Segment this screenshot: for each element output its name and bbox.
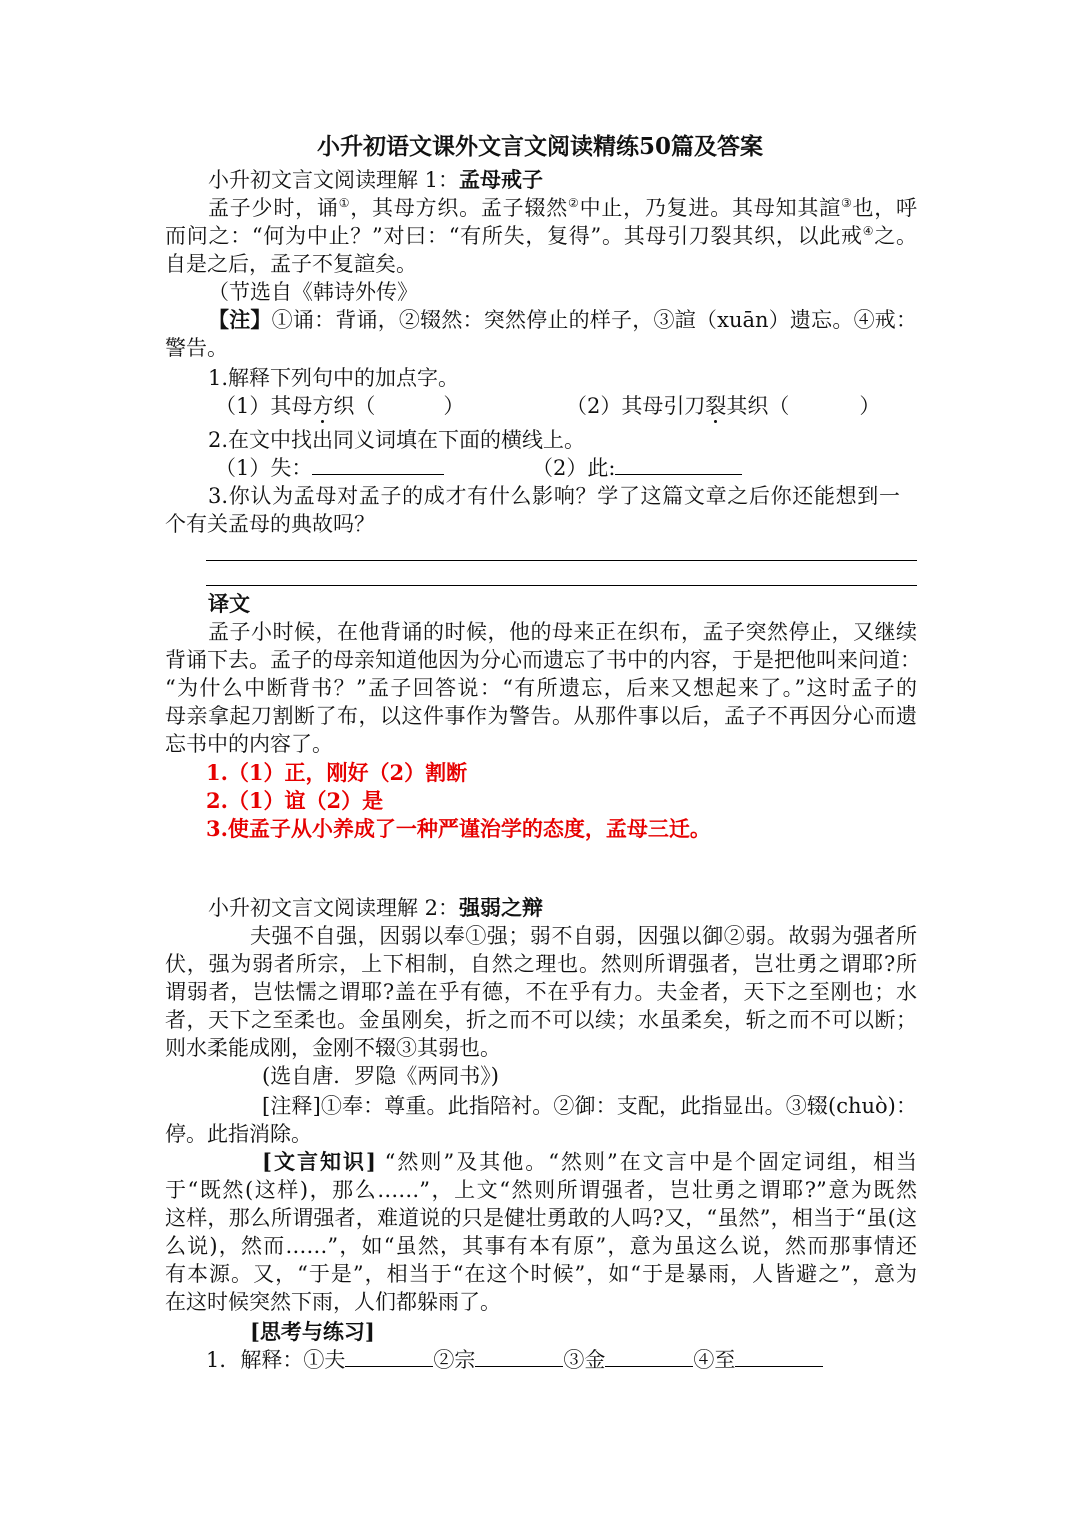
translation-line: 母亲拿起刀割断了布，以这件事作为警告。从那件事以后，孟子不再因分心而遗 <box>165 704 917 728</box>
answer-1: 1.（1）正，刚好（2）割断 <box>206 760 468 785</box>
passage-2-line: 谓弱者，岂怯懦之谓耶?盖在乎有德，不在乎有力。夫金者，天下之至刚也；水 <box>165 980 917 1004</box>
footnote-mark: ③ <box>840 196 853 210</box>
answer-2: 2.（1）谊（2）是 <box>206 788 384 813</box>
translation-line: “为什么中断背书？”孟子回答说：“有所遗忘，后来又想起来了。”这时孟子的 <box>165 676 917 700</box>
text-segment: 而问之：“何为中止？”对曰：“有所失，复得”。其母引刀裂其织，以此戒 <box>165 224 863 248</box>
passage-1-heading <box>208 166 543 194</box>
question-2: 2.在文中找出同义词填在下面的横线上。 <box>208 428 586 452</box>
translation-label: 译文 <box>208 591 250 616</box>
passage-1-note-cont: 警告。 <box>165 336 228 360</box>
question-1-item-2 <box>566 392 880 420</box>
question-2-item-1 <box>215 454 444 482</box>
text-segment: （2）此: <box>532 456 616 480</box>
answer-blank[interactable] <box>312 454 444 475</box>
text-segment: ，其母方织。孟子辍然 <box>350 196 569 220</box>
knowledge-line: 在这时候突然下雨，人们都躲雨了。 <box>165 1290 501 1314</box>
passage-2-heading <box>208 894 543 922</box>
heading-title: 孟母戒子 <box>459 167 544 192</box>
translation-line: 忘书中的内容了。 <box>165 732 333 756</box>
text-segment: ） <box>443 394 465 418</box>
translation-line: 背诵下去。孟子的母亲知道他因为分心而遗忘了书中的内容，于是把他叫来问道： <box>165 648 921 672</box>
knowledge-line: 么说)，然而……”，如“虽然，其事有本有原”，意为虽这么说，然而那事情还 <box>165 1234 917 1258</box>
text-segment: 孟子少时，诵 <box>208 196 339 220</box>
answer-blank[interactable] <box>605 1346 693 1367</box>
passage-1-line-1 <box>208 194 917 222</box>
dotted-char: 方 <box>312 394 334 418</box>
heading-prefix: 小升初文言文阅读理解 2： <box>208 896 460 920</box>
passage-2-note-cont: 停。此指消除。 <box>165 1122 312 1146</box>
knowledge-line <box>262 1148 917 1176</box>
translation-line: 孟子小时候，在他背诵的时候，他的母来正在织布，孟子突然停止，又继续 <box>208 620 917 644</box>
note-text: ①诵：背诵，②辍然：突然停止的样子，③諠（xuān）遗忘。④戒： <box>271 308 917 332</box>
passage-2-note: [注释]①奉：尊重。此指陪衬。②御：支配，此指显出。③辍(chuò)： <box>262 1094 917 1118</box>
text-segment: ④至 <box>693 1348 736 1372</box>
passage-1-line-2 <box>165 222 917 250</box>
text-segment: ） <box>859 394 881 418</box>
heading-prefix: 小升初文言文阅读理解 1： <box>208 168 460 192</box>
question-1-item-1 <box>215 392 464 420</box>
passage-2-line: 夫强不自强，因弱以奉①强；弱不自弱，因强以御②弱。故弱为强者所 <box>250 924 917 948</box>
text-segment: 之。 <box>874 224 917 248</box>
heading-title: 强弱之辩 <box>459 895 544 920</box>
question-2-item-2 <box>532 454 742 482</box>
text-segment: ③金 <box>563 1348 606 1372</box>
question-1: 1.解释下列句中的加点字。 <box>208 366 460 390</box>
answer-line[interactable] <box>206 560 917 561</box>
text-segment: 也，呼 <box>852 196 918 220</box>
knowledge-text: “然则”及其他。“然则”在文言中是个固定词组，相当 <box>384 1150 917 1174</box>
document-title: 小升初语文课外文言文阅读精练50篇及答案 <box>316 133 763 160</box>
passage-1-line-3: 自是之后，孟子不复諠矣。 <box>165 252 417 276</box>
text-segment: ②宗 <box>433 1348 476 1372</box>
knowledge-line: 有本源。又，“于是”，相当于“在这个时候”，如“于是暴雨，人皆避之”，意为 <box>165 1262 917 1286</box>
practice-heading: [思考与练习] <box>250 1319 375 1344</box>
note-label: 【注】 <box>208 307 272 332</box>
text-segment: 其织（ <box>726 394 790 418</box>
answer-3: 3.使孟子从小养成了一种严谨治学的态度，孟母三迁。 <box>206 816 711 841</box>
dotted-char: 裂 <box>705 394 727 418</box>
answer-line[interactable] <box>206 585 917 586</box>
answer-blank[interactable] <box>615 454 742 475</box>
passage-2-line: 者，天下之至柔也。金虽刚矣，折之而不可以续；水虽柔矣，斩之而不可以断； <box>165 1008 917 1032</box>
answer-blank[interactable] <box>345 1346 433 1367</box>
passage-2-source: (选自唐．罗隐《两同书》) <box>262 1064 499 1088</box>
text-segment: （1）其母 <box>215 394 313 418</box>
question-3: 3.你认为孟母对孟子的成才有什么影响？学了这篇文章之后你还能想到一 <box>208 484 900 508</box>
passage-1-note <box>208 306 917 334</box>
passage-2-line: 伏，强为弱者所宗，上下相制，自然之理也。然则所谓强者，岂壮勇之谓耶?所 <box>165 952 917 976</box>
text-segment: 1．解释： <box>206 1348 304 1372</box>
text-segment: 中止，乃复进。其母知其諠 <box>579 196 841 220</box>
text-segment: （2）其母引刀 <box>566 394 706 418</box>
text-segment: （1）失： <box>215 456 313 480</box>
question-3-cont: 个有关孟母的典故吗？ <box>165 512 375 536</box>
passage-2-line: 则水柔能成刚，金刚不辍③其弱也。 <box>165 1036 501 1060</box>
footnote-mark: ① <box>338 196 351 210</box>
answer-blank[interactable] <box>475 1346 563 1367</box>
exercise-1 <box>206 1346 823 1374</box>
footnote-mark: ④ <box>862 224 875 238</box>
text-segment: ①夫 <box>303 1348 346 1372</box>
knowledge-line: 这样，那么所谓强者，难道说的只是健壮勇敢的人吗?又，“虽然”，相当于“虽(这 <box>165 1206 917 1230</box>
knowledge-label: [文言知识] <box>262 1149 376 1174</box>
answer-blank[interactable] <box>735 1346 823 1367</box>
knowledge-line: 于“既然(这样)，那么……”，上文“然则所谓强者，岂壮勇之谓耶?”意为既然 <box>165 1178 917 1202</box>
footnote-mark: ② <box>568 196 580 210</box>
text-segment: 织（ <box>333 394 376 418</box>
passage-1-source: （节选自《韩诗外传》 <box>208 280 418 304</box>
